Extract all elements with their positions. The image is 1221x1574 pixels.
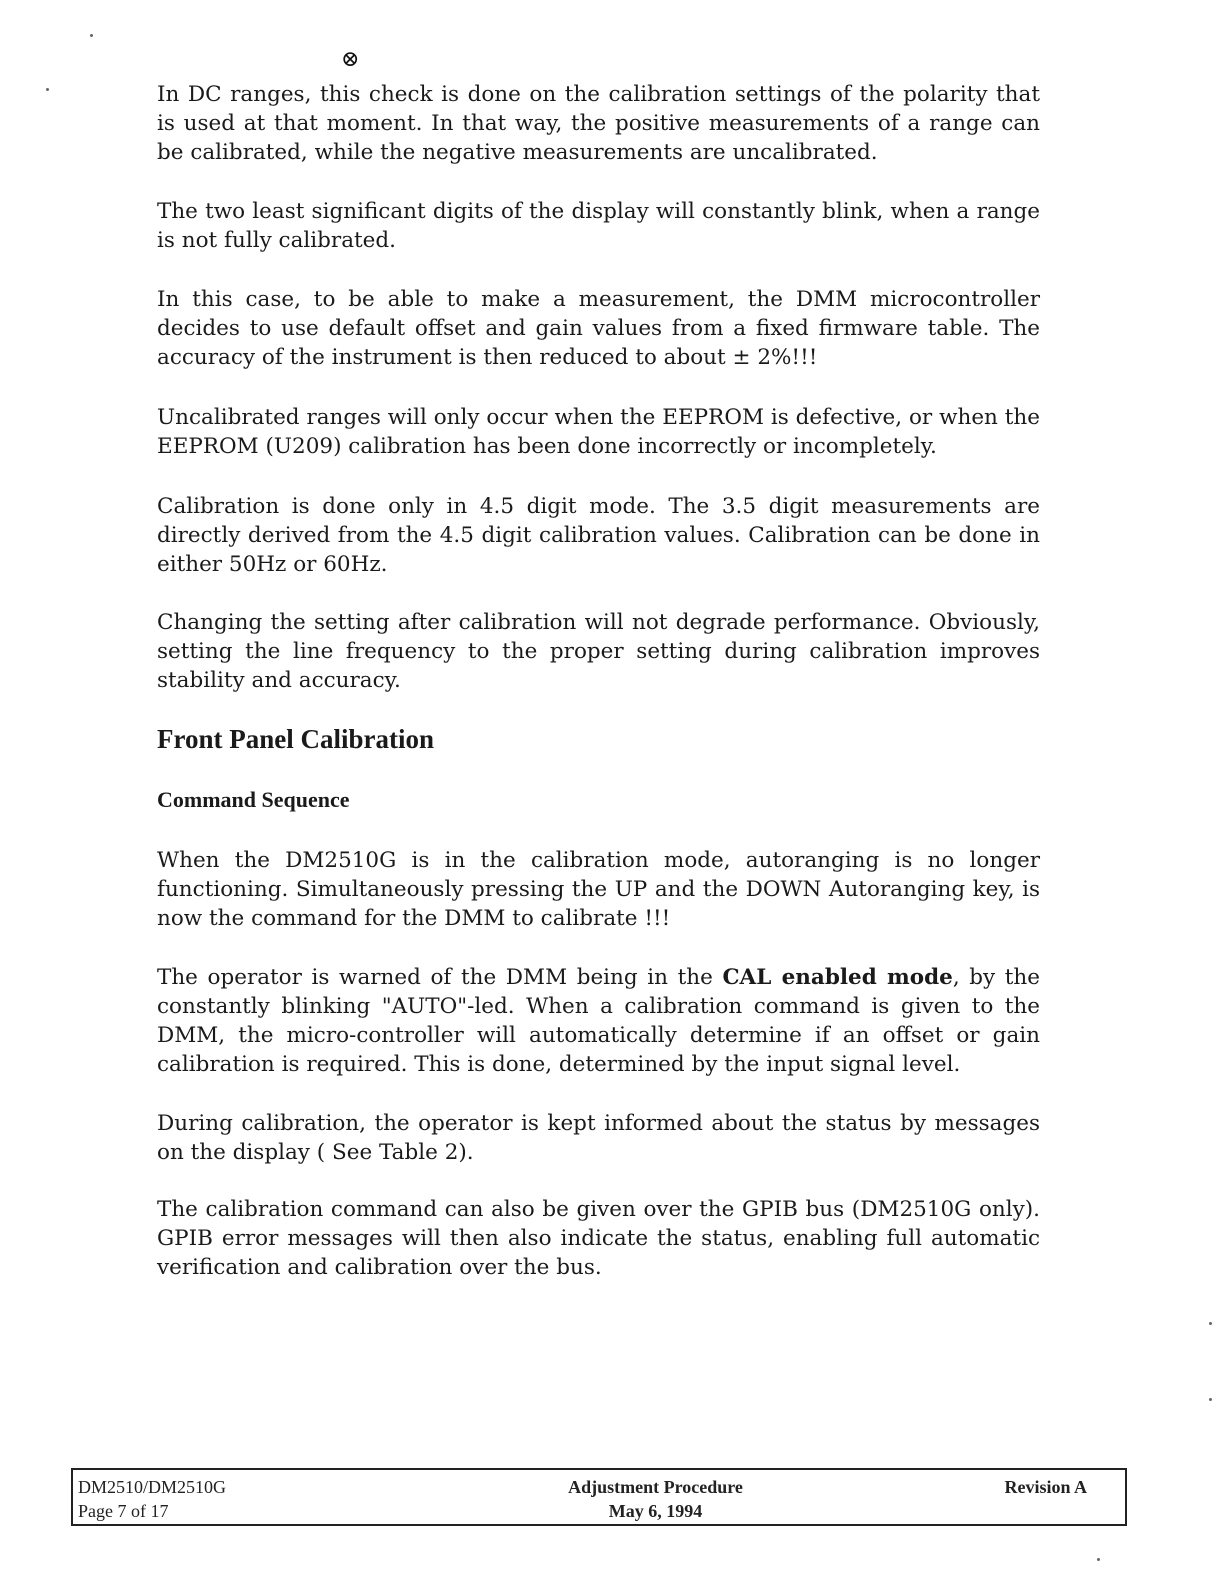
scan-speck (1097, 1558, 1100, 1561)
paragraph-calibration-mode: When the DM2510G is in the calibration mode, autoranging is no longer functioning. Simultaneously pressing the UP and the DOWN Autoranging key, is now the command for the DMM to calibrate !!! (157, 848, 1040, 931)
paragraph-operator-warning (157, 963, 1040, 1079)
scan-speck (90, 34, 93, 37)
scan-speck (1209, 1322, 1212, 1325)
footer-doc-title: Adjustment Procedure (568, 1477, 743, 1497)
paragraph-dc-ranges: In DC ranges, this check is done on the calibration settings of the polarity that is used at that moment. In that way, the positive measurements of a range can be calibrated, while the negative measurements are uncalibrated. (157, 82, 1040, 165)
paragraph-gpib: The calibration command can also be given over the GPIB bus (DM2510G only). GPIB error messages will then also indicate the status, enabling full automatic verification and calibration over the bus. (157, 1197, 1040, 1280)
footer-model: DM2510/DM2510G (78, 1477, 227, 1497)
scan-speck (46, 88, 49, 91)
footer-page-number: Page 7 of 17 (78, 1501, 169, 1521)
subsection-heading: Command Sequence (157, 787, 350, 812)
paragraph-uncalibrated-ranges: Uncalibrated ranges will only occur when the EEPROM is defective, or when the EEPROM (U209) calibration has been done incorrectly or incompletely. (157, 405, 1040, 459)
footer-date: May 6, 1994 (608, 1501, 703, 1521)
paragraph-digit-mode: Calibration is done only in 4.5 digit mode. The 3.5 digit measurements are directly derived from the 4.5 digit calibration values. Calibration can be done in either 50Hz or 60Hz. (157, 494, 1040, 577)
paragraph-status-messages: During calibration, the operator is kept informed about the status by messages on the display ( See Table 2). (157, 1111, 1040, 1165)
registration-mark-icon: ⊗ (341, 47, 360, 72)
page-footer (71, 1468, 1127, 1526)
footer-revision: Revision A (1004, 1477, 1087, 1497)
scan-speck (1209, 1398, 1212, 1401)
paragraph-blinking-digits: The two least significant digits of the display will constantly blink, when a range is not fully calibrated. (157, 199, 1040, 253)
paragraph-line-frequency: Changing the setting after calibration will not degrade performance. Obviously, setting the line frequency to the proper setting during calibration improves stability and accuracy. (157, 610, 1040, 693)
section-heading: Front Panel Calibration (157, 724, 435, 754)
operator-text-before: The operator is warned of the DMM being in the (157, 965, 723, 990)
paragraph-default-values: In this case, to be able to make a measurement, the DMM microcontroller decides to use default offset and gain values from a fixed firmware table. The accuracy of the instrument is then reduced to about ± 2%!!! (157, 287, 1040, 370)
cal-enabled-mode-emphasis: CAL enabled mode (722, 965, 953, 990)
operator-text-after: , by the constantly blinking "AUTO"-led. When a calibration command is given to the DMM, the micro-controller will automatically determine if an offset or gain calibration is required. This is done, determined by the input signal level. (157, 965, 1041, 1077)
